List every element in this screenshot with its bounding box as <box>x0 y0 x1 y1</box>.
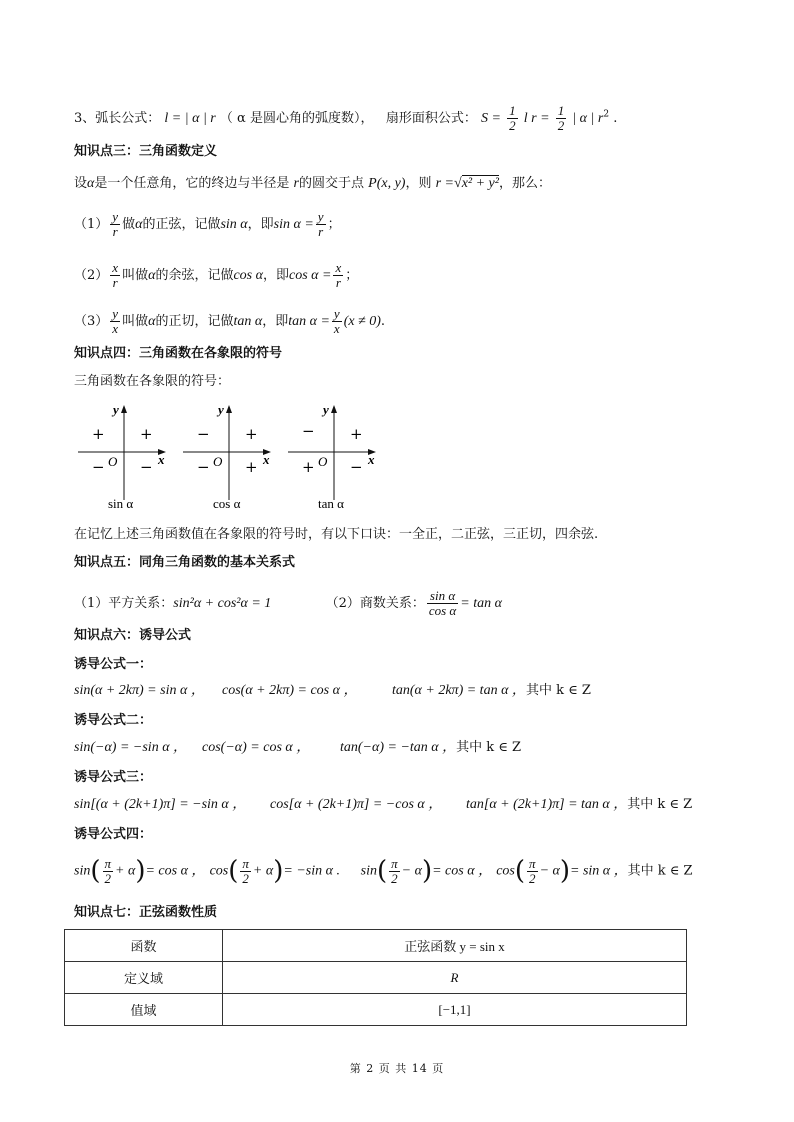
svg-text:−: − <box>302 422 315 440</box>
sector-lhs: S = <box>481 111 501 126</box>
sector-half-1: $\frac{1}{2}$ <box>509 103 516 133</box>
svg-text:−: − <box>197 425 210 443</box>
kp3-intro: 设α是一个任意角，它的终边与半径是 r的圆交于点 P(x, y)，则 r =√x² + y²，那么： <box>74 176 551 191</box>
svg-text:sin α: sin α <box>108 496 134 511</box>
svg-text:+: + <box>245 458 258 476</box>
quadrant-cos-svg <box>183 402 275 512</box>
quadrant-diagram-cos <box>183 402 275 512</box>
f4-title: 诱导公式四： <box>74 827 153 842</box>
kp6-title: 知识点六：诱导公式 <box>74 628 192 643</box>
kp3-item-1: （1） $\frac{y}{r}$ 做α的正弦，记做sin α，即sin α = $\frac{y}{r}$ ； <box>74 209 341 239</box>
quadrant-diagram-sin <box>78 402 170 512</box>
quadrant-diagram-tan <box>288 402 380 512</box>
arc-length-line <box>74 104 617 133</box>
kp3-item-2: （2） $\frac{x}{r}$ 叫做α的余弦，记做cos α，即cos α = $\frac{x}{r}$ ； <box>74 260 359 290</box>
svg-text:O: O <box>213 454 223 469</box>
svg-text:−: − <box>350 458 363 476</box>
svg-text:cos α: cos α <box>213 496 241 511</box>
svg-text:−: − <box>140 458 153 476</box>
svg-text:−: − <box>92 458 105 476</box>
kp5-relations: （1）平方关系：sin²α + cos²α = 1 （2）商数关系： $\frac{\text{sin α}}{\text{cos α}}$ = tan α <box>74 588 502 618</box>
sector-label: 扇形面积公式： <box>385 111 477 126</box>
f1-title: 诱导公式一： <box>74 657 153 672</box>
sector-lr: l r = <box>523 111 550 126</box>
f4-formulas: sin( $\frac{\pi}{2}$ + α)= cos α ， cos( $\frac{\pi}{2}$ + α)= −sin α . sin( $\frac{\pi}{2}$ − α)= cos α ， cos( $\frac{\pi}{2}$ − α)= sin α ，其中 k ∈ Z <box>74 855 693 886</box>
quadrant-sin-svg <box>78 402 170 512</box>
arc-end: . <box>613 111 618 126</box>
kp3-title: 知识点三：三角函数定义 <box>74 144 218 159</box>
arc-prefix: 3、弧长公式： <box>74 111 161 126</box>
svg-text:+: + <box>92 425 105 443</box>
kp4-mnemonic: 在记忆上述三角函数值在各象限的符号时，有以下口诀：一全正，二正弦，三正切，四余弦. <box>74 527 599 542</box>
kp7-title: 知识点七：正弦函数性质 <box>74 905 218 920</box>
alpha-symbol: α <box>87 176 95 191</box>
quotient-fraction: $\frac{\text{sin α}}{\text{cos α}}$ <box>428 588 457 618</box>
radicand: x² + y² <box>461 176 499 191</box>
kp5-title: 知识点五：同角三角函数的基本关系式 <box>74 555 296 570</box>
svg-text:y: y <box>113 402 119 417</box>
page-footer: 第 2 页 共 14 页 <box>349 1062 445 1075</box>
svg-text:O: O <box>108 454 118 469</box>
f3-title: 诱导公式三： <box>74 770 153 785</box>
point-p: P(x, y) <box>368 176 406 191</box>
svg-text:+: + <box>140 425 153 443</box>
sector-ar2: | α | r <box>572 111 604 126</box>
svg-text:x: x <box>263 452 270 467</box>
kp4-intro: 三角函数在各象限的符号： <box>74 374 231 389</box>
table-row: 函数 正弦函数 y = sin x <box>65 930 687 962</box>
svg-text:−: − <box>197 458 210 476</box>
f2-formulas: sin(−α) = −sin α ， cos(−α) = cos α ， tan(−α) = −tan α ，其中 k ∈ Z <box>74 740 522 755</box>
svg-text:y: y <box>323 402 329 417</box>
f1-formulas: sin(α + 2kπ) = sin α ， cos(α + 2kπ) = cos α ， tan(α + 2kπ) = tan α ，其中 k ∈ Z <box>74 683 591 698</box>
table-row: 值域 [−1,1] <box>65 994 687 1026</box>
quadrant-tan-svg <box>288 402 380 512</box>
sine-properties-table <box>64 929 687 1026</box>
sector-half-2: $\frac{1}{2}$ <box>557 103 565 133</box>
arc-length-formula: l = | α | r <box>164 111 216 126</box>
svg-text:tan α: tan α <box>318 496 344 511</box>
square-relation: sin²α + cos²α = 1 <box>173 596 272 611</box>
svg-text:y: y <box>218 402 224 417</box>
kp4-title: 知识点四：三角函数在各象限的符号 <box>74 346 283 361</box>
svg-text:+: + <box>350 425 363 443</box>
table-row: 定义域 R <box>65 962 687 994</box>
svg-text:O: O <box>318 454 328 469</box>
svg-text:+: + <box>245 425 258 443</box>
svg-text:+: + <box>302 458 315 476</box>
f2-title: 诱导公式二： <box>74 713 153 728</box>
svg-text:x: x <box>368 452 375 467</box>
svg-text:x: x <box>158 452 165 467</box>
sector-square: 2 <box>603 109 610 120</box>
kp3-item-3: （3） $\frac{y}{x}$ 叫做α的正切，记做tan α，即tan α = $\frac{y}{x}$ (x ≠ 0). <box>74 306 386 336</box>
f3-formulas: sin[(α + (2k+1)π] = −sin α ， cos[α + (2k+1)π] = −cos α ， tan[α + (2k+1)π] = tan α ，其中 k ∈ Z <box>74 797 693 812</box>
arc-note: （ α 是圆心角的弧度数）， <box>219 111 374 126</box>
